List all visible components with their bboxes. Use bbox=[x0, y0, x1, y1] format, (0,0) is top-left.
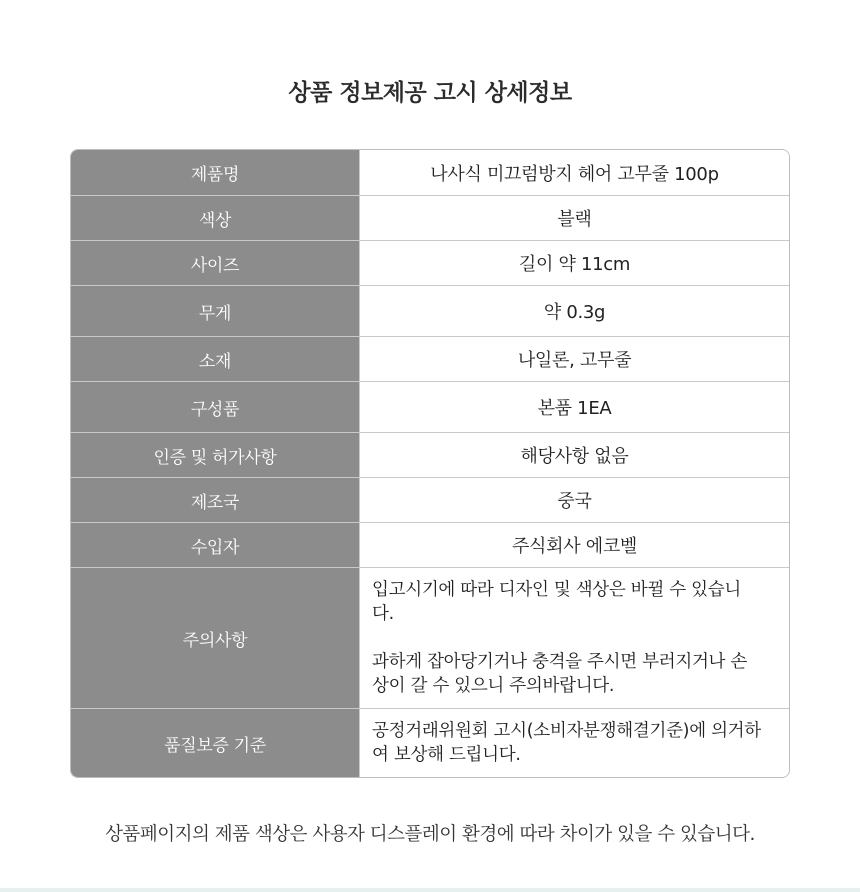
row-value: 약 0.3g bbox=[359, 286, 789, 336]
warranty-text: 공정거래위원회 고시(소비자분쟁해결기준)에 의거하여 보상해 드립니다. bbox=[372, 721, 761, 765]
row-label: 무게 bbox=[71, 286, 359, 336]
table-row bbox=[71, 195, 789, 240]
row-value: 해당사항 없음 bbox=[359, 433, 789, 477]
table-row bbox=[71, 285, 789, 336]
row-value: 블랙 bbox=[359, 196, 789, 240]
row-label: 인증 및 허가사항 bbox=[71, 433, 359, 477]
row-value bbox=[359, 568, 789, 708]
row-label: 제품명 bbox=[71, 150, 359, 195]
row-value bbox=[359, 709, 789, 777]
row-value: 중국 bbox=[359, 478, 789, 522]
table-row bbox=[71, 432, 789, 477]
row-label: 색상 bbox=[71, 196, 359, 240]
row-value: 본품 1EA bbox=[359, 382, 789, 432]
divider bbox=[0, 888, 860, 892]
footer-note: 상품페이지의 제품 색상은 사용자 디스플레이 환경에 따라 차이가 있을 수 있습니다. bbox=[105, 824, 755, 845]
row-label: 품질보증 기준 bbox=[71, 709, 359, 777]
table-row bbox=[71, 477, 789, 522]
row-label: 제조국 bbox=[71, 478, 359, 522]
caution-text: 과하게 잡아당기거나 충격을 주시면 부러지거나 손상이 갈 수 있으니 주의바랍니다. bbox=[372, 652, 748, 696]
table-row bbox=[71, 381, 789, 432]
row-label: 구성품 bbox=[71, 382, 359, 432]
row-label: 수입자 bbox=[71, 523, 359, 567]
table-row bbox=[71, 150, 789, 195]
row-value: 나일론, 고무줄 bbox=[359, 337, 789, 381]
row-value: 나사식 미끄럼방지 헤어 고무줄 100p bbox=[359, 150, 789, 195]
row-value: 길이 약 11cm bbox=[359, 241, 789, 285]
row-value: 주식회사 에코벨 bbox=[359, 523, 789, 567]
product-info-table bbox=[70, 149, 790, 778]
table-row bbox=[71, 336, 789, 381]
row-label: 사이즈 bbox=[71, 241, 359, 285]
caution-text: 입고시기에 따라 디자인 및 색상은 바뀔 수 있습니다. bbox=[372, 580, 741, 624]
table-row bbox=[71, 240, 789, 285]
row-label: 소재 bbox=[71, 337, 359, 381]
page-title: 상품 정보제공 고시 상세정보 bbox=[288, 80, 572, 106]
table-row bbox=[71, 522, 789, 567]
table-row bbox=[71, 567, 789, 708]
table-row bbox=[71, 708, 789, 777]
row-label: 주의사항 bbox=[71, 568, 359, 708]
